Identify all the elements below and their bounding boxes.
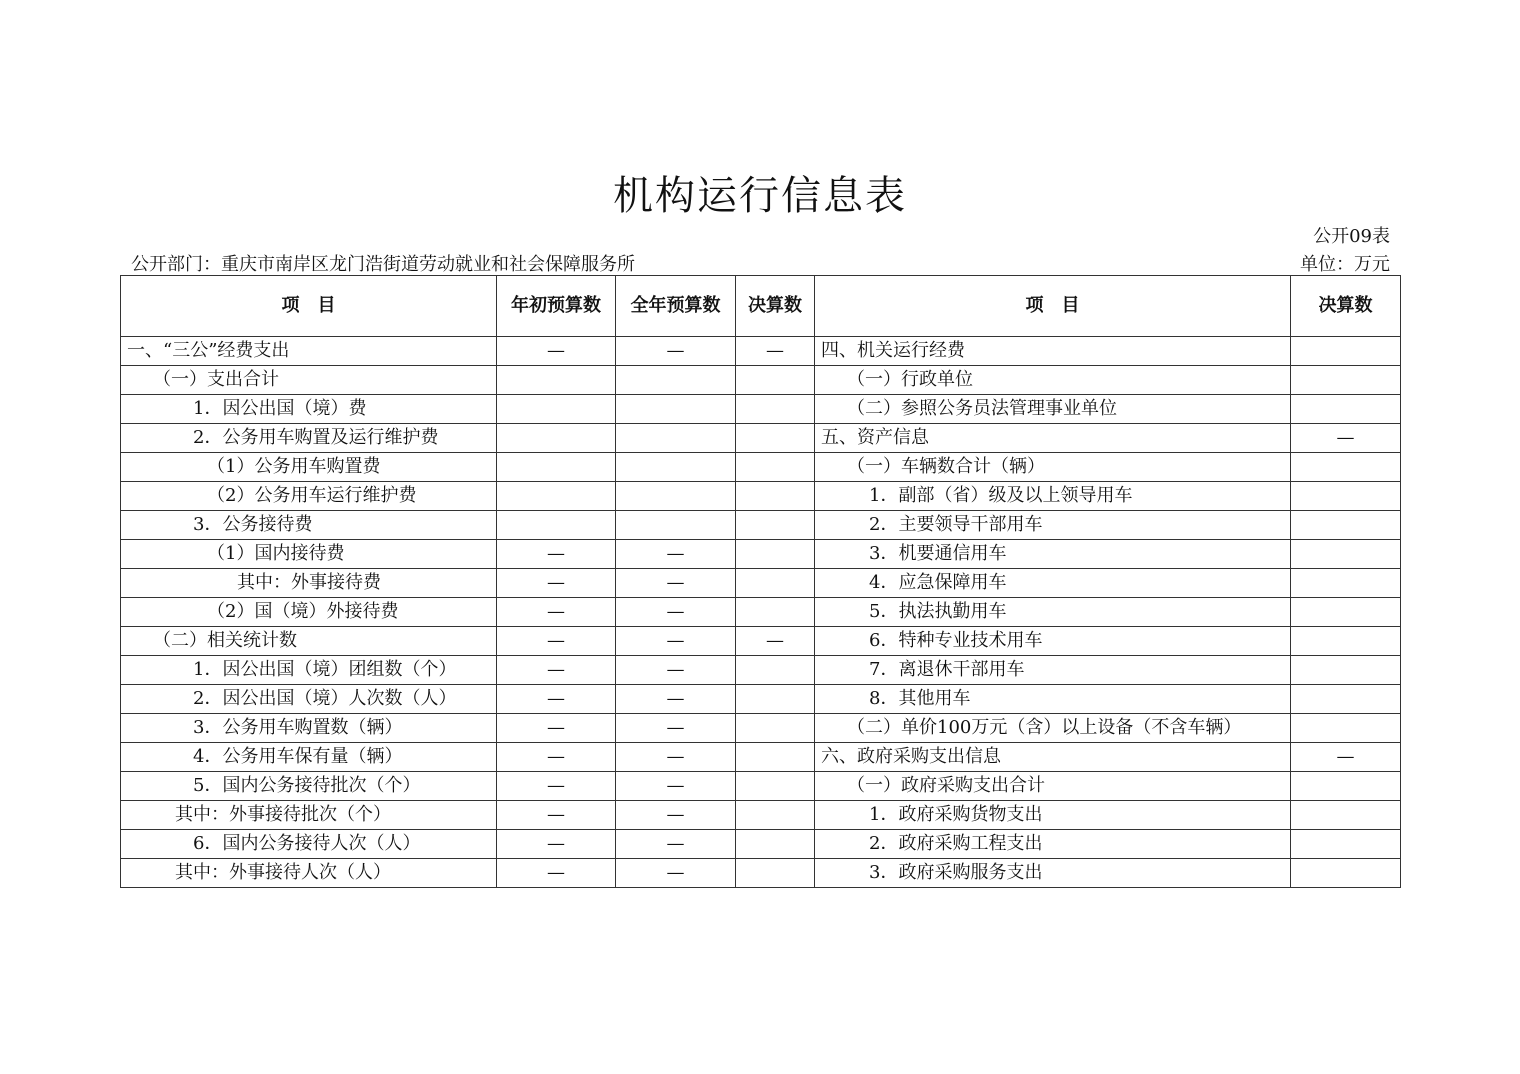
table-row (121, 569, 1401, 598)
row-item-left: 2．公务用车购置及运行维护费 (121, 424, 497, 453)
row-budget-full: — (616, 714, 736, 743)
row-final-right (1291, 830, 1401, 859)
row-final-right (1291, 772, 1401, 801)
header-final-left: 决算数 (736, 276, 815, 337)
row-final-right (1291, 482, 1401, 511)
row-budget-full: — (616, 859, 736, 888)
row-item-left: 2．因公出国（境）人次数（人） (121, 685, 497, 714)
row-final-left (736, 453, 815, 482)
row-final-right (1291, 656, 1401, 685)
table-row (121, 830, 1401, 859)
row-item-right: 8．其他用车 (815, 685, 1291, 714)
row-item-left: （2）国（境）外接待费 (121, 598, 497, 627)
header-final-right: 决算数 (1291, 276, 1401, 337)
row-item-left: 6．国内公务接待人次（人） (121, 830, 497, 859)
row-item-left: 一、“三公”经费支出 (121, 337, 497, 366)
row-item-right: 1．政府采购货物支出 (815, 801, 1291, 830)
row-final-right (1291, 569, 1401, 598)
row-item-left: 3．公务接待费 (121, 511, 497, 540)
row-item-left: （二）相关统计数 (121, 627, 497, 656)
row-budget-initial (497, 366, 616, 395)
row-budget-full (616, 482, 736, 511)
row-budget-initial: — (497, 714, 616, 743)
row-final-right (1291, 337, 1401, 366)
row-final-left (736, 830, 815, 859)
row-final-left: — (736, 627, 815, 656)
row-budget-full (616, 424, 736, 453)
table-row (121, 482, 1401, 511)
row-item-right: 2．主要领导干部用车 (815, 511, 1291, 540)
row-budget-full: — (616, 598, 736, 627)
row-item-left: 1．因公出国（境）团组数（个） (121, 656, 497, 685)
row-item-right: 5．执法执勤用车 (815, 598, 1291, 627)
row-budget-initial (497, 424, 616, 453)
row-item-left: （1）公务用车购置费 (121, 453, 497, 482)
row-item-right: （一）政府采购支出合计 (815, 772, 1291, 801)
row-budget-full: — (616, 685, 736, 714)
row-final-right (1291, 598, 1401, 627)
table-row (121, 656, 1401, 685)
row-final-right (1291, 859, 1401, 888)
row-item-right: （一）车辆数合计（辆） (815, 453, 1291, 482)
row-budget-full: — (616, 569, 736, 598)
table-code: 公开09表 (1313, 226, 1390, 247)
unit-label: 单位：万元 (1300, 254, 1390, 275)
table-row (121, 540, 1401, 569)
row-budget-initial: — (497, 656, 616, 685)
row-budget-initial: — (497, 598, 616, 627)
row-item-right: 2．政府采购工程支出 (815, 830, 1291, 859)
row-budget-initial (497, 482, 616, 511)
row-budget-initial: — (497, 569, 616, 598)
row-final-left (736, 366, 815, 395)
row-budget-initial: — (497, 859, 616, 888)
row-item-left: 其中：外事接待费 (121, 569, 497, 598)
page-title: 机构运行信息表 (613, 173, 907, 219)
row-item-right: 6．特种专业技术用车 (815, 627, 1291, 656)
row-budget-full: — (616, 540, 736, 569)
row-budget-full: — (616, 801, 736, 830)
row-final-right (1291, 511, 1401, 540)
row-final-right (1291, 366, 1401, 395)
row-item-left: 1．因公出国（境）费 (121, 395, 497, 424)
row-final-right: — (1291, 424, 1401, 453)
row-final-left (736, 801, 815, 830)
row-budget-full (616, 395, 736, 424)
row-final-left (736, 569, 815, 598)
row-item-left: （一）支出合计 (121, 366, 497, 395)
row-budget-initial (497, 511, 616, 540)
row-final-left (736, 714, 815, 743)
row-final-left (736, 511, 815, 540)
row-final-right (1291, 453, 1401, 482)
row-final-right (1291, 714, 1401, 743)
row-item-right: （二）参照公务员法管理事业单位 (815, 395, 1291, 424)
row-item-right: 7．离退休干部用车 (815, 656, 1291, 685)
row-final-left (736, 482, 815, 511)
row-budget-initial: — (497, 830, 616, 859)
row-budget-initial: — (497, 540, 616, 569)
row-final-right (1291, 627, 1401, 656)
header-row (121, 276, 1401, 337)
row-item-left: 4．公务用车保有量（辆） (121, 743, 497, 772)
row-item-left: 其中：外事接待人次（人） (121, 859, 497, 888)
row-item-left: 3．公务用车购置数（辆） (121, 714, 497, 743)
row-budget-full: — (616, 656, 736, 685)
row-final-left (736, 859, 815, 888)
row-final-left (736, 395, 815, 424)
row-item-right: （一）行政单位 (815, 366, 1291, 395)
row-final-left (736, 772, 815, 801)
row-final-left (736, 424, 815, 453)
table-row (121, 424, 1401, 453)
row-budget-full (616, 366, 736, 395)
row-budget-initial (497, 395, 616, 424)
table-row (121, 511, 1401, 540)
info-table (120, 275, 1401, 888)
row-budget-full (616, 453, 736, 482)
row-final-left (736, 540, 815, 569)
row-item-left: 其中：外事接待批次（个） (121, 801, 497, 830)
row-item-right: 五、资产信息 (815, 424, 1291, 453)
table-row (121, 772, 1401, 801)
row-budget-full: — (616, 743, 736, 772)
row-budget-full: — (616, 627, 736, 656)
table-row (121, 627, 1401, 656)
row-budget-initial: — (497, 627, 616, 656)
table-row (121, 859, 1401, 888)
row-item-right: 3．机要通信用车 (815, 540, 1291, 569)
row-budget-full: — (616, 830, 736, 859)
row-item-right: 六、政府采购支出信息 (815, 743, 1291, 772)
row-final-right (1291, 395, 1401, 424)
department-label: 公开部门：重庆市南岸区龙门浩街道劳动就业和社会保障服务所 (131, 254, 635, 275)
table-row (121, 714, 1401, 743)
table-row (121, 801, 1401, 830)
row-budget-full (616, 511, 736, 540)
header-item-left: 项 目 (121, 276, 497, 337)
row-budget-initial (497, 453, 616, 482)
row-item-right: 3．政府采购服务支出 (815, 859, 1291, 888)
row-item-right: 1．副部（省）级及以上领导用车 (815, 482, 1291, 511)
row-final-left (736, 685, 815, 714)
table-row (121, 685, 1401, 714)
row-budget-initial: — (497, 685, 616, 714)
header-item-right: 项 目 (815, 276, 1291, 337)
row-item-left: （2）公务用车运行维护费 (121, 482, 497, 511)
row-item-right: （二）单价100万元（含）以上设备（不含车辆） (815, 714, 1291, 743)
row-budget-full: — (616, 772, 736, 801)
row-budget-initial: — (497, 743, 616, 772)
table-row (121, 743, 1401, 772)
row-item-right: 4．应急保障用车 (815, 569, 1291, 598)
row-budget-full: — (616, 337, 736, 366)
row-budget-initial: — (497, 337, 616, 366)
row-final-left (736, 598, 815, 627)
table-row (121, 453, 1401, 482)
header-budget-initial: 年初预算数 (497, 276, 616, 337)
table-row (121, 366, 1401, 395)
row-budget-initial: — (497, 772, 616, 801)
table-row (121, 395, 1401, 424)
row-item-left: 5．国内公务接待批次（个） (121, 772, 497, 801)
row-final-right (1291, 801, 1401, 830)
row-final-left: — (736, 337, 815, 366)
header-budget-full: 全年预算数 (616, 276, 736, 337)
row-final-left (736, 656, 815, 685)
row-final-left (736, 743, 815, 772)
row-item-right: 四、机关运行经费 (815, 337, 1291, 366)
row-budget-initial: — (497, 801, 616, 830)
row-final-right (1291, 685, 1401, 714)
row-item-left: （1）国内接待费 (121, 540, 497, 569)
table-row (121, 598, 1401, 627)
row-final-right: — (1291, 743, 1401, 772)
row-final-right (1291, 540, 1401, 569)
table-row (121, 337, 1401, 366)
